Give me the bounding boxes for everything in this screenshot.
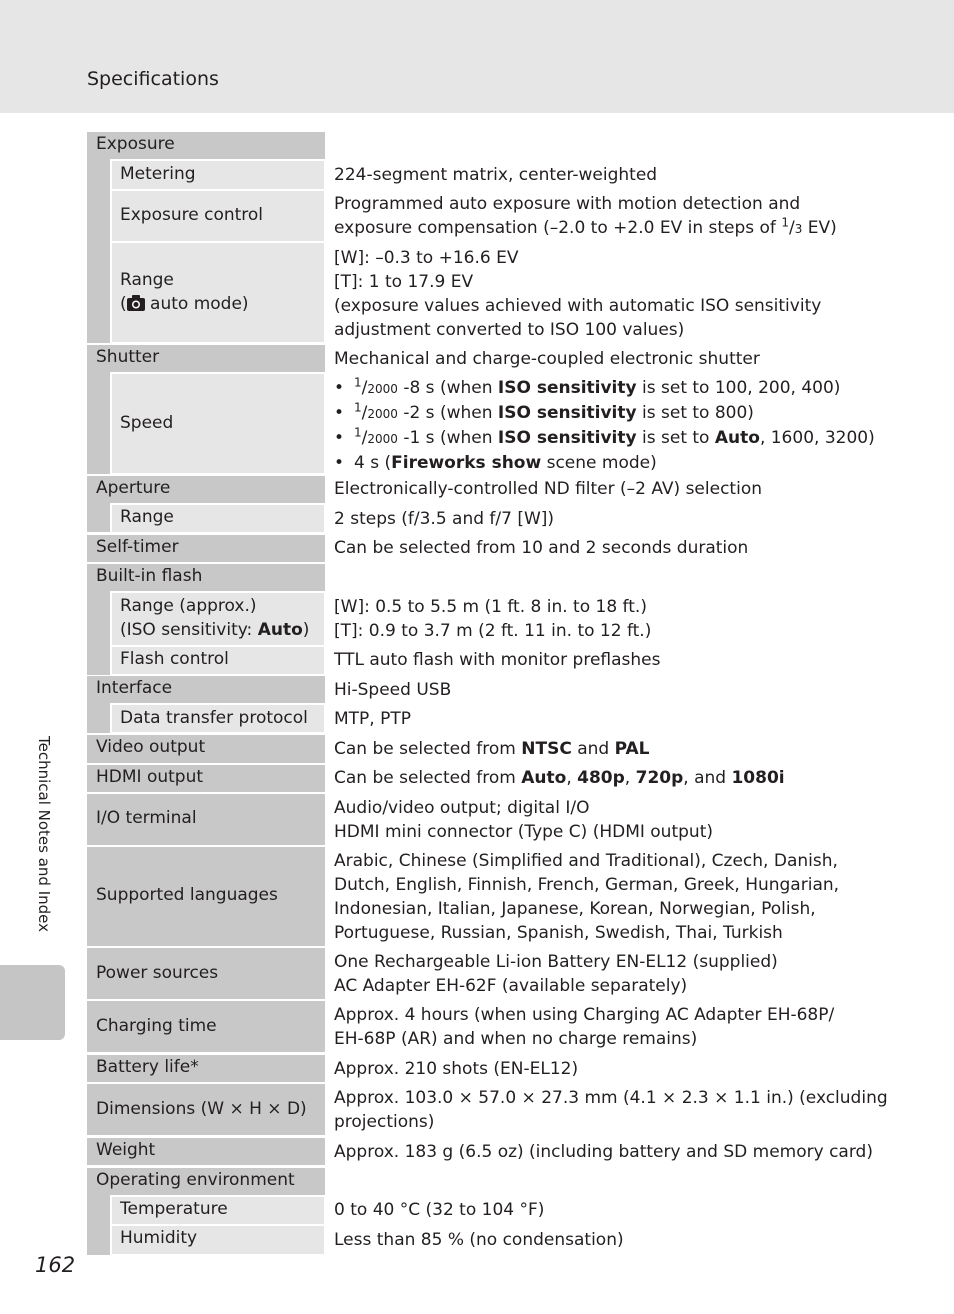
io-terminal-label: I/O terminal (96, 808, 197, 828)
power-sources-label: Power sources (96, 963, 219, 983)
languages-value: Arabic, Chinese (Simplified and Traditional), Czech, Danish, Dutch, English, Finnish, French, German, Greek, Hungarian, Indonesian, Italian, Japanese, Korean, Norwegian, Polish, Portuguese, Russian, Spanish, Swedish, Thai, Turkish (334, 851, 840, 943)
flash-control-value: TTL auto flash with monitor preflashes (334, 650, 661, 670)
range-exposure-label: Range ( auto mode) (120, 270, 249, 314)
interface-group-bar (87, 703, 110, 733)
dimensions-value: Approx. 103.0 × 57.0 × 27.3 mm (4.1 × 2.3 × 1.1 in.) (excluding projections) (334, 1088, 888, 1132)
video-output-label: Video output (96, 737, 206, 757)
languages-label: Supported languages (96, 885, 278, 905)
operating-group-bar (87, 1195, 110, 1255)
metering-value: 224-segment matrix, center-weighted (334, 165, 658, 185)
self-timer-value: Can be selected from 10 and 2 seconds duration (334, 538, 749, 558)
speed-label: Speed (120, 413, 174, 433)
battery-life-value: Approx. 210 shots (EN-EL12) (334, 1059, 579, 1079)
range-aperture-value: 2 steps (f/3.5 and f/7 [W]) (334, 509, 555, 529)
charging-time-label: Charging time (96, 1016, 217, 1036)
operating-label: Operating environment (96, 1170, 295, 1190)
flash-group-bar (87, 591, 110, 675)
weight-value: Approx. 183 g (6.5 oz) (including battery and SD memory card) (334, 1142, 873, 1162)
aperture-value: Electronically-controlled ND filter (–2 AV) selection (334, 479, 762, 499)
section-tab (0, 965, 65, 1040)
range-flash-label: Range (approx.) (ISO sensitivity: Auto) (120, 596, 310, 640)
io-terminal-value: Audio/video output; digital I/O HDMI mini connector (Type C) (HDMI output) (334, 798, 713, 842)
exposure-group-bar (87, 159, 110, 343)
range-flash-value: [W]: 0.5 to 5.5 m (1 ft. 8 in. to 18 ft.) [T]: 0.9 to 3.7 m (2 ft. 11 in. to 12 ft.) (334, 597, 652, 641)
flash-label: Built-in flash (96, 566, 203, 586)
battery-life-label: Battery life* (96, 1057, 199, 1077)
shutter-group-bar (87, 372, 110, 474)
section-side-label: Technical Notes and Index (35, 736, 53, 933)
shutter-value: Mechanical and charge-coupled electronic shutter (334, 349, 760, 369)
aperture-label: Aperture (96, 478, 171, 498)
exposure-control-value: Programmed auto exposure with motion detection and exposure compensation (–2.0 to +2.0 EV in steps of $^1$/3 EV) (334, 194, 837, 238)
exposure-label: Exposure (96, 134, 175, 154)
header-band (0, 0, 954, 113)
page-number: 162 (35, 1253, 76, 1277)
temperature-label: Temperature (120, 1199, 228, 1219)
metering-label: Metering (120, 164, 196, 184)
speed-value: • $^1$/2000 -8 s (when ISO sensitivity is set to 100, 200, 400) • $^1$/2000 -2 s (when ISO sensitivity is set to 800) • $^1$/2000 -1 s (when ISO sensitivity is set to Auto, 1600, 3200) • 4 s (Fireworks show scene mode) (334, 375, 875, 473)
data-transfer-label: Data transfer protocol (120, 708, 308, 728)
charging-time-value: Approx. 4 hours (when using Charging AC Adapter EH-68P/ EH-68P (AR) and when no charge remains) (334, 1005, 835, 1049)
page-title: Specifications (87, 68, 219, 90)
temperature-value: 0 to 40 °C (32 to 104 °F) (334, 1200, 545, 1220)
interface-value: Hi-Speed USB (334, 680, 452, 700)
self-timer-label: Self-timer (96, 537, 179, 557)
exposure-control-label: Exposure control (120, 205, 264, 225)
flash-control-label: Flash control (120, 649, 229, 669)
range-exposure-value: [W]: –0.3 to +16.6 EV [T]: 1 to 17.9 EV (exposure values achieved with automatic ISO sensitivity adjustment converted to ISO 100 values) (334, 248, 822, 340)
data-transfer-value: MTP, PTP (334, 709, 411, 729)
weight-label: Weight (96, 1140, 156, 1160)
humidity-value: Less than 85 % (no condensation) (334, 1230, 624, 1250)
hdmi-output-value: Can be selected from Auto, 480p, 720p, and 1080i (334, 768, 785, 788)
hdmi-output-label: HDMI output (96, 767, 204, 787)
interface-label: Interface (96, 678, 173, 698)
power-sources-value: One Rechargeable Li-ion Battery EN-EL12 (supplied) AC Adapter EH-62F (available separately) (334, 952, 778, 996)
video-output-value: Can be selected from NTSC and PAL (334, 739, 650, 759)
range-aperture-label: Range (120, 507, 174, 527)
shutter-label: Shutter (96, 347, 160, 367)
dimensions-label: Dimensions (W × H × D) (96, 1099, 307, 1119)
aperture-group-bar (87, 503, 110, 532)
camera-icon (127, 295, 145, 311)
humidity-label: Humidity (120, 1228, 198, 1248)
